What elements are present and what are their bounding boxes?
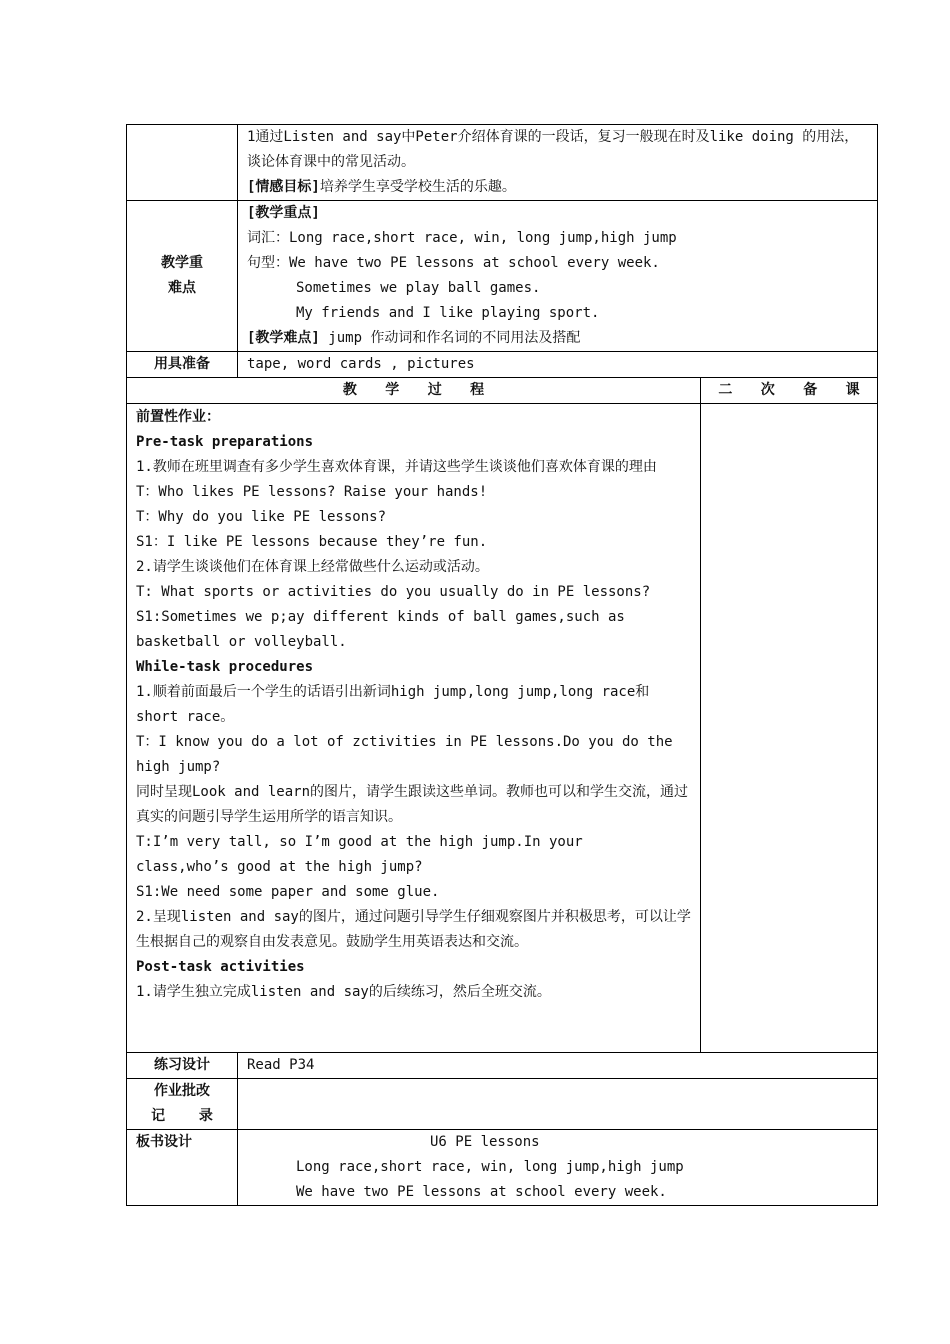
exercise-value: Read P34 xyxy=(238,1053,878,1079)
while-step-1: 1.顺着前面最后一个学生的话语引出新词high jump,long jump,long race和short race。 xyxy=(136,684,650,725)
pre-homework-title: 前置性作业： xyxy=(136,409,220,425)
homework-record-label: 作业批改 记 录 xyxy=(127,1079,238,1130)
process-header-row xyxy=(127,378,878,404)
objectives-row xyxy=(127,125,878,201)
process-cell xyxy=(127,404,701,1053)
objectives-line1: 1通过Listen and say中Peter介绍体育课的一段话，复习一般现在时及like doing 的用法，谈论体育课中的常见活动。 xyxy=(247,129,859,170)
process-header-left: 教 学 过 程 xyxy=(127,378,701,404)
emotion-objective xyxy=(247,175,868,200)
materials-value: tape, word cards , pictures xyxy=(238,352,878,378)
while-show: 同时呈现Look and learn的图片，请学生跟读这些单词。教师也可以和学生交流，通过真实的问题引导学生运用所学的语言知识。 xyxy=(136,784,689,825)
board-label: 板书设计 xyxy=(127,1130,238,1206)
while-task-title: While-task procedures xyxy=(136,659,314,675)
pattern-line-3: My friends and I like playing sport. xyxy=(296,305,600,321)
board-line-2: We have two PE lessons at school every week. xyxy=(296,1184,667,1200)
process-row xyxy=(127,404,878,1053)
board-cell xyxy=(238,1130,878,1206)
post-task-title: Post-task activities xyxy=(136,959,305,975)
process-header-right: 二 次 备 课 xyxy=(701,378,878,404)
pattern-line-1: 句型：We have two PE lessons at school every week. xyxy=(247,255,660,271)
while-teacher-1: T：I know you do a lot of zctivities in PE lessons.Do you do the high jump? xyxy=(136,734,673,775)
materials-label: 用具准备 xyxy=(127,352,238,378)
board-line-1: Long race,short race, win, long jump,high jump xyxy=(296,1159,684,1175)
pre-student-2: S1:Sometimes we p;ay different kinds of ball games,such as basketball or volleyball. xyxy=(136,609,625,650)
objectives-label-cell xyxy=(127,125,238,201)
pre-student-1: S1：I like PE lessons because they’re fun. xyxy=(136,534,488,550)
post-step-1: 1.请学生独立完成listen and say的后续练习，然后全班交流。 xyxy=(136,984,551,1000)
focus-label: [教学重点] xyxy=(247,205,320,221)
key-points-cell xyxy=(238,201,878,352)
materials-row xyxy=(127,352,878,378)
while-step-2: 2.呈现listen and say的图片，通过问题引导学生仔细观察图片并积极思考，可以让学生根据自己的观察自由发表意见。鼓励学生用英语表达和交流。 xyxy=(136,909,691,950)
objectives-cell xyxy=(238,125,878,201)
while-student-1: S1:We need some paper and some glue. xyxy=(136,884,440,900)
homework-record-row xyxy=(127,1079,878,1130)
vocab-line: 词汇：Long race,short race, win, long jump,high jump xyxy=(247,230,677,246)
board-title: U6 PE lessons xyxy=(430,1134,540,1150)
key-points-label: 教学重 难点 xyxy=(127,201,238,352)
pre-step-2: 2.请学生谈谈他们在体育课上经常做些什么运动或活动。 xyxy=(136,559,489,575)
pre-teacher-3: T: What sports or activities do you usually do in PE lessons? xyxy=(136,584,651,600)
pre-teacher-1: T：Who likes PE lessons? Raise your hands! xyxy=(136,484,488,500)
while-teacher-2: T:I’m very tall, so I’m good at the high jump.In your class,who’s good at the high jump? xyxy=(136,834,583,875)
exercise-row xyxy=(127,1053,878,1079)
emotion-text: 培养学生享受学校生活的乐趣。 xyxy=(319,179,516,195)
board-row xyxy=(127,1130,878,1206)
homework-record-value xyxy=(238,1079,878,1130)
emotion-label: [情感目标] xyxy=(247,179,320,195)
pre-task-title: Pre-task preparations xyxy=(136,434,314,450)
second-prep-cell xyxy=(701,404,878,1053)
exercise-label: 练习设计 xyxy=(127,1053,238,1079)
key-points-row xyxy=(127,201,878,352)
pre-teacher-2: T：Why do you like PE lessons? xyxy=(136,509,387,525)
pre-step-1: 1.教师在班里调查有多少学生喜欢体育课，并请这些学生谈谈他们喜欢体育课的理由 xyxy=(136,459,657,475)
pattern-line-2: Sometimes we play ball games. xyxy=(296,280,541,296)
lesson-plan-table xyxy=(126,124,878,1206)
difficulty-line: [教学难点] jump 作动词和作名词的不同用法及搭配 xyxy=(247,330,581,346)
